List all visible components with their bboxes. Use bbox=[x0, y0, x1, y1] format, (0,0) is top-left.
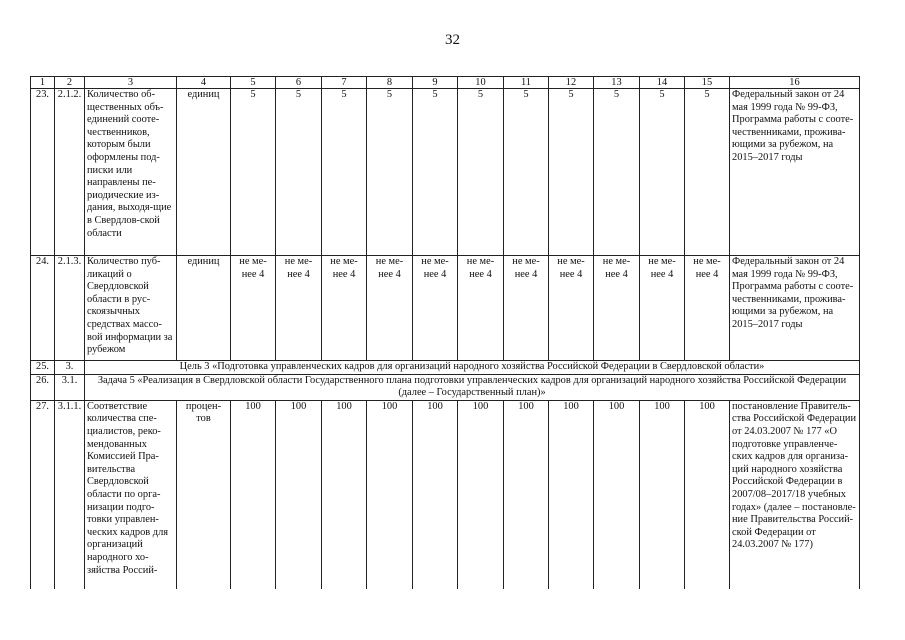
value-cell: не ме-нее 4 bbox=[594, 256, 640, 361]
value-cell: 100 bbox=[413, 400, 458, 589]
header-cell: 3 bbox=[85, 77, 177, 89]
header-cell: 1 bbox=[31, 77, 55, 89]
header-cell: 16 bbox=[730, 77, 860, 89]
unit: процен-тов bbox=[177, 400, 231, 589]
page-number: 32 bbox=[445, 32, 460, 48]
value-cell: не ме-нее 4 bbox=[413, 256, 458, 361]
goal-heading: Цель 3 «Подготовка управленческих кадров для организаций народного хозяйства Российской Федерации в Свердловской области» bbox=[85, 361, 860, 375]
header-cell: 6 bbox=[276, 77, 322, 89]
row-number: 26. bbox=[31, 374, 55, 400]
value-cell: не ме-нее 4 bbox=[231, 256, 276, 361]
value-cell: 5 bbox=[231, 89, 276, 256]
legal-basis: Федеральный закон от 24 мая 1999 года № 99-ФЗ, Программа работы с соотe-чественниками, прожива-ющими за рубежом, на 2015–2017 годы bbox=[730, 256, 860, 361]
header-cell: 5 bbox=[231, 77, 276, 89]
value-cell: не ме-нее 4 bbox=[367, 256, 413, 361]
value-cell: 5 bbox=[549, 89, 594, 256]
legal-basis: Федеральный закон от 24 мая 1999 года № 99-ФЗ, Программа работы с соотe-чественниками, прожива-ющими за рубежом, на 2015–2017 годы bbox=[730, 89, 860, 256]
value-cell: 5 bbox=[640, 89, 685, 256]
value-cell: 100 bbox=[549, 400, 594, 589]
header-cell: 13 bbox=[594, 77, 640, 89]
value-cell: 5 bbox=[367, 89, 413, 256]
indicator-name: Количество пуб-ликаций о Свердловской области в рус-скоязычных средствах массо-вой информации за рубежом bbox=[85, 256, 177, 361]
task-heading: Задача 5 «Реализация в Свердловской области Государственного плана подготовки управленческих кадров для организаций народного хозяйства Российской Федерации (далее – Государственный план)» bbox=[85, 374, 860, 400]
row-code: 3.1.1. bbox=[55, 400, 85, 589]
header-cell: 9 bbox=[413, 77, 458, 89]
value-cell: 100 bbox=[685, 400, 730, 589]
value-cell: 5 bbox=[276, 89, 322, 256]
header-cell: 15 bbox=[685, 77, 730, 89]
value-cell: 100 bbox=[231, 400, 276, 589]
row-number: 27. bbox=[31, 400, 55, 589]
header-cell: 10 bbox=[458, 77, 504, 89]
row-number: 23. bbox=[31, 89, 55, 256]
indicator-name: Количество об-щественных объ-единений соотe-чественников, которым были оформлены под-писки или направлены пе-риодические из-дания, выходя-щие в Свердлов-ской области bbox=[85, 89, 177, 256]
table-row bbox=[31, 89, 860, 256]
value-cell: 100 bbox=[458, 400, 504, 589]
header-cell: 7 bbox=[322, 77, 367, 89]
row-code: 3. bbox=[55, 361, 85, 375]
value-cell: 100 bbox=[276, 400, 322, 589]
value-cell: не ме-нее 4 bbox=[504, 256, 549, 361]
header-cell: 11 bbox=[504, 77, 549, 89]
value-cell: 100 bbox=[367, 400, 413, 589]
header-cell: 4 bbox=[177, 77, 231, 89]
indicators-table bbox=[30, 76, 860, 589]
row-code: 3.1. bbox=[55, 374, 85, 400]
row-code: 2.1.2. bbox=[55, 89, 85, 256]
row-code: 2.1.3. bbox=[55, 256, 85, 361]
value-cell: не ме-нее 4 bbox=[685, 256, 730, 361]
header-cell: 2 bbox=[55, 77, 85, 89]
value-cell: 5 bbox=[685, 89, 730, 256]
value-cell: не ме-нее 4 bbox=[458, 256, 504, 361]
value-cell: 5 bbox=[458, 89, 504, 256]
value-cell: не ме-нее 4 bbox=[276, 256, 322, 361]
value-cell: 100 bbox=[640, 400, 685, 589]
value-cell: 5 bbox=[504, 89, 549, 256]
value-cell: 5 bbox=[322, 89, 367, 256]
value-cell: не ме-нее 4 bbox=[640, 256, 685, 361]
unit: единиц bbox=[177, 89, 231, 256]
header-cell: 8 bbox=[367, 77, 413, 89]
value-cell: 5 bbox=[594, 89, 640, 256]
row-number: 24. bbox=[31, 256, 55, 361]
value-cell: не ме-нее 4 bbox=[549, 256, 594, 361]
header-cell: 14 bbox=[640, 77, 685, 89]
table-row bbox=[31, 374, 860, 400]
table-row bbox=[31, 256, 860, 361]
table-row bbox=[31, 361, 860, 375]
value-cell: 5 bbox=[413, 89, 458, 256]
value-cell: 100 bbox=[594, 400, 640, 589]
value-cell: 100 bbox=[322, 400, 367, 589]
indicator-name: Соответствие количества спе-циалистов, реко-мендованных Комиссией Пра-вительства Свердловской области по орга-низации подго-товки управлен-ческих кадров для организаций народного хо-зяйства Россий- bbox=[85, 400, 177, 589]
value-cell: 100 bbox=[504, 400, 549, 589]
row-number: 25. bbox=[31, 361, 55, 375]
table-header-row bbox=[31, 77, 860, 89]
header-cell: 12 bbox=[549, 77, 594, 89]
value-cell: не ме-нее 4 bbox=[322, 256, 367, 361]
table-row bbox=[31, 400, 860, 589]
unit: единиц bbox=[177, 256, 231, 361]
legal-basis: постановление Правитель-ства Российской Федерации от 24.03.2007 № 177 «О подготовке управленче-ских кадров для организа-ций народного хозяйства Российской Федерации в 2007/08–2017/18 учебных годах» (далее – постановле-ние Правительства Россий-ской Федерации от 24.03.2007 № 177) bbox=[730, 400, 860, 589]
